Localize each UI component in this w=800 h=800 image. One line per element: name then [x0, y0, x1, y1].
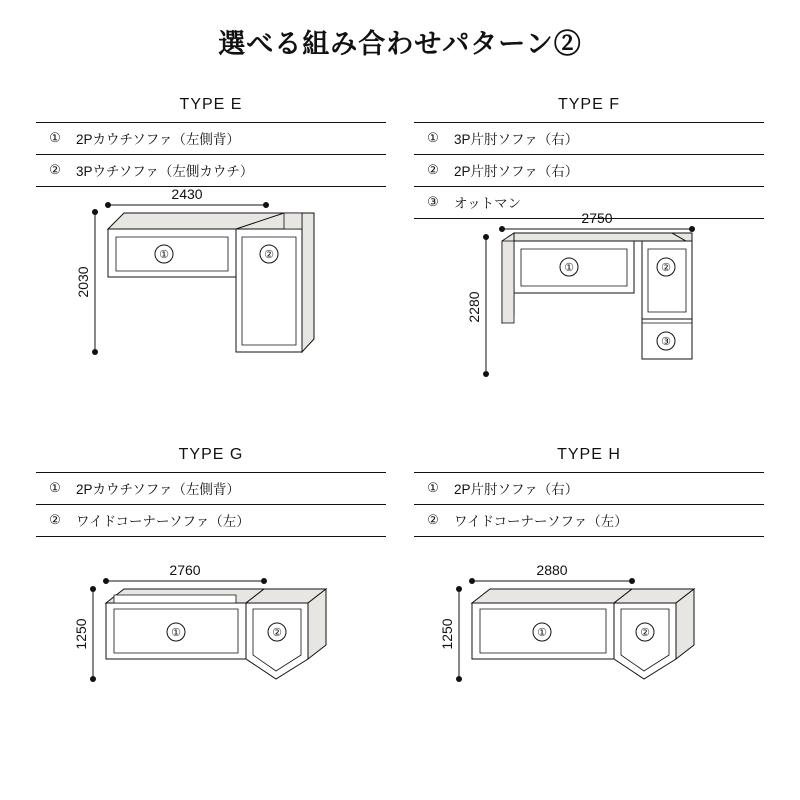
- dimension-depth-g: 1250: [73, 618, 89, 650]
- item-number: ①: [427, 130, 439, 145]
- dimension-depth-f: 2280: [466, 291, 482, 323]
- pattern-panel-type-f: [414, 96, 764, 429]
- diagram-type-g: [36, 537, 386, 697]
- item-label: 2P片肘ソファ（右）: [454, 164, 579, 179]
- marker-1-e: ①: [159, 249, 169, 261]
- item-label: 2Pカウチソファ（左側背）: [76, 482, 240, 497]
- type-label-f: TYPE F: [557, 96, 620, 113]
- item-label: 3P片肘ソファ（右）: [454, 132, 579, 147]
- dimension-width-g: 2760: [169, 562, 201, 578]
- marker-1-g: ①: [171, 627, 181, 639]
- page-title: 選べる組み合わせパターン②: [218, 29, 582, 59]
- dimension-width-e: 2430: [171, 186, 203, 202]
- item-label: 2P片肘ソファ（右）: [454, 482, 579, 497]
- marker-2-f: ②: [661, 262, 671, 274]
- marker-3-f: ③: [661, 336, 671, 348]
- pattern-panel-type-e: [36, 96, 386, 397]
- type-label-h: TYPE H: [557, 446, 621, 463]
- diagram-type-f: [414, 210, 764, 429]
- dimension-depth-e: 2030: [75, 266, 91, 298]
- item-number: ②: [49, 512, 61, 527]
- item-number: ①: [427, 480, 439, 495]
- list-item: [414, 505, 764, 537]
- list-item: [36, 505, 386, 537]
- list-item: [36, 473, 386, 505]
- list-item: [414, 123, 764, 155]
- item-label: 2Pカウチソファ（左側背）: [76, 132, 240, 147]
- list-item: [414, 155, 764, 187]
- item-table-f: [414, 122, 764, 219]
- item-number: ①: [49, 130, 61, 145]
- list-item: [36, 155, 386, 187]
- marker-1-f: ①: [564, 262, 574, 274]
- marker-2-g: ②: [272, 627, 282, 639]
- item-number: ③: [427, 194, 439, 209]
- item-number: ②: [427, 512, 439, 527]
- item-number: ①: [49, 480, 61, 495]
- diagram-type-h: [414, 537, 764, 697]
- dimension-depth-h: 1250: [439, 618, 455, 650]
- type-label-e: TYPE E: [179, 96, 243, 113]
- pattern-panel-type-h: [414, 446, 764, 697]
- diagram-type-e: [36, 187, 386, 397]
- item-number: ②: [427, 162, 439, 177]
- marker-2-e: ②: [264, 249, 274, 261]
- item-number: ②: [49, 162, 61, 177]
- type-label-g: TYPE G: [178, 446, 244, 463]
- pattern-panel-type-g: [36, 446, 386, 697]
- item-label: 3Pウチソファ（左側カウチ）: [76, 164, 254, 179]
- item-label: ワイドコーナーソファ（左）: [454, 514, 628, 529]
- item-table-h: [414, 472, 764, 537]
- marker-1-h: ①: [537, 627, 547, 639]
- dimension-width-h: 2880: [536, 562, 568, 578]
- marker-2-h: ②: [640, 627, 650, 639]
- item-table-g: [36, 472, 386, 537]
- item-table-e: [36, 122, 386, 187]
- item-label: ワイドコーナーソファ（左）: [76, 514, 250, 529]
- list-item: [36, 123, 386, 155]
- dimension-width-f: 2750: [581, 210, 613, 226]
- list-item: [414, 473, 764, 505]
- item-label: オットマン: [454, 196, 522, 211]
